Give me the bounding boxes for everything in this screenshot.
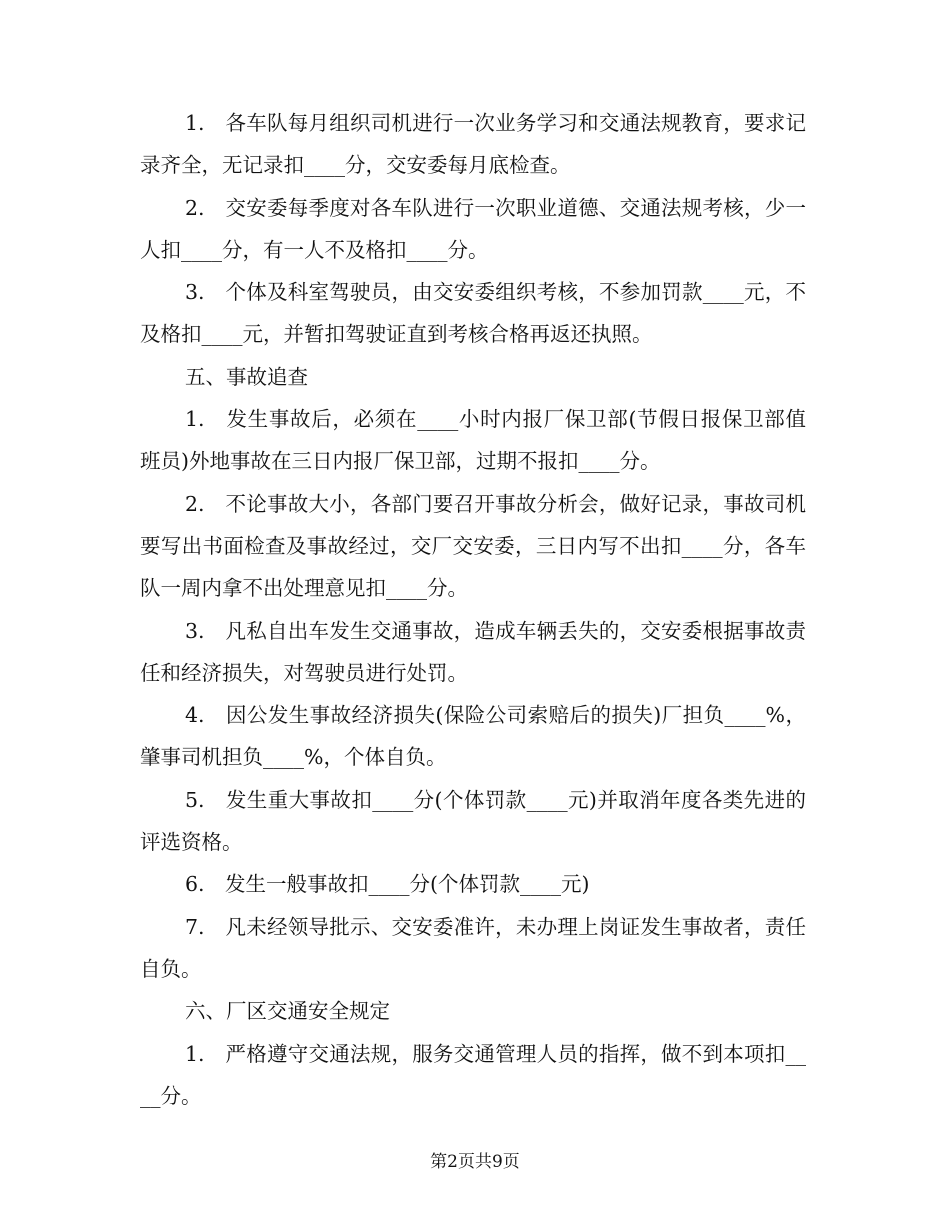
section-heading-accident: 五、事故追查	[185, 364, 308, 389]
paragraph-6: 3. 凡私自出车发生交通事故，造成车辆丢失的，交安委根据事故责任和经济损失，对驾驶员进行处罚。	[140, 618, 806, 685]
paragraph-7: 4. 因公发生事故经济损失(保险公司索赔后的损失)厂担负____%，肇事司机担负____%，个体自负。	[140, 703, 806, 770]
section-heading-factory-traffic: 六、厂区交通安全规定	[185, 999, 390, 1024]
document-body	[140, 102, 806, 1117]
paragraph-4: 1. 发生事故后，必须在____小时内报厂保卫部(节假日报保卫部值班员)外地事故在三日内报厂保卫部，过期不报扣____分。	[140, 407, 806, 474]
paragraph-8: 5. 发生重大事故扣____分(个体罚款____元)并取消年度各类先进的评选资格。	[140, 787, 806, 855]
paragraph-11: 1. 严格遵守交通法规，服务交通管理人员的指挥，做不到本项扣____分。	[140, 1041, 806, 1108]
paragraph-3: 3. 个体及科室驾驶员，由交安委组织考核，不参加罚款____元，不及格扣____元，并暂扣驾驶证直到考核合格再返还执照。	[140, 280, 806, 347]
paragraph-5: 2. 不论事故大小，各部门要召开事故分析会，做好记录，事故司机要写出书面检查及事故经过，交厂交安委，三日内写不出扣____分，各车队一周内拿不出处理意见扣____分。	[140, 491, 806, 601]
paragraph-9: 6. 发生一般事故扣____分(个体罚款____元)	[185, 872, 590, 897]
paragraph-1: 1. 各车队每月组织司机进行一次业务学习和交通法规教育，要求记录齐全，无记录扣____分，交安委每月底检查。	[140, 111, 806, 178]
paragraph-2: 2. 交安委每季度对各车队进行一次职业道德、交通法规考核，少一人扣____分，有一人不及格扣____分。	[140, 195, 806, 262]
page-footer: 第2页共9页	[430, 1152, 520, 1172]
paragraph-10: 7. 凡未经领导批示、交安委准许，未办理上岗证发生事故者，责任自负。	[140, 914, 806, 981]
